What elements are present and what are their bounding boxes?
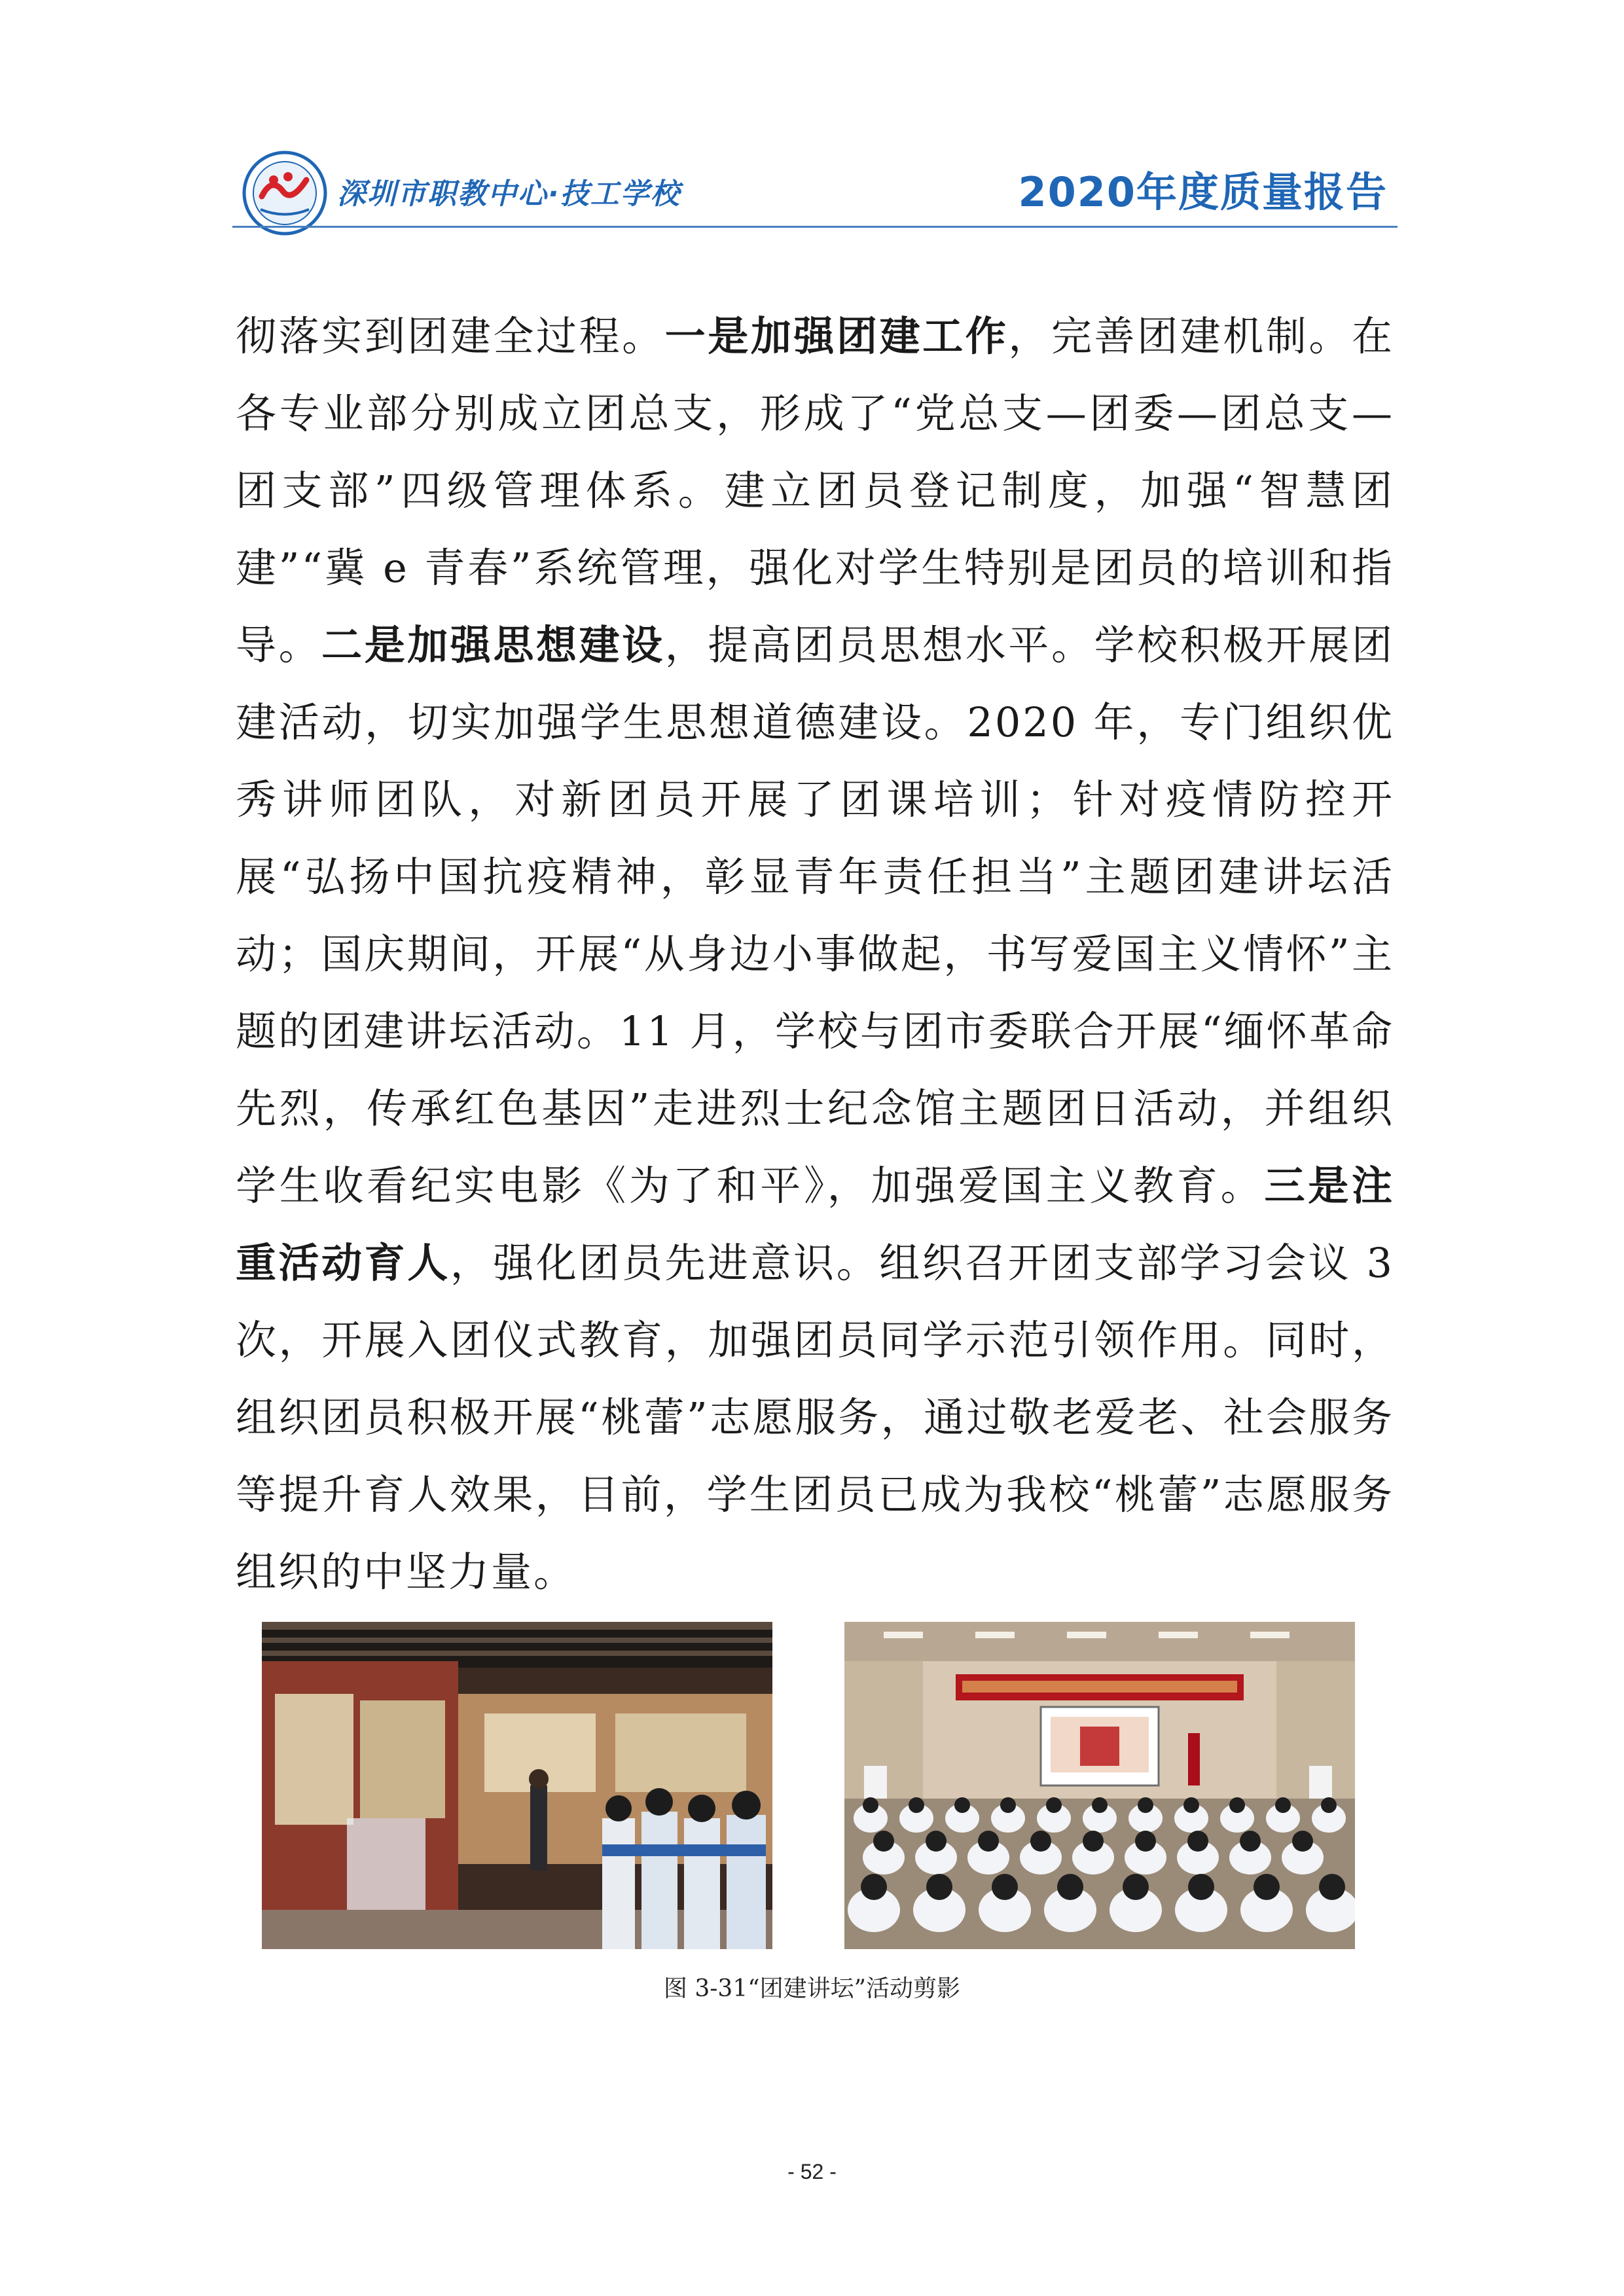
- page-header: [236, 131, 1394, 229]
- body-text-segment: ，强化团员先进意识。组织召开团支部学习会议 3 次，开展入团仪式教育，加强团员同学示范引领作用。同时，组织团员积极开展“桃蕾”志愿服务，通过敬老爱老、社会服务等提升育人效果，目前，学生团员已成为我校“桃蕾”志愿服务组织的中坚力量。: [236, 1239, 1394, 1596]
- page-number: - 52 -: [787, 2160, 837, 2183]
- auditorium-lecture-photo: [844, 1622, 1355, 1949]
- header-divider: [232, 226, 1398, 228]
- bold-heading-2: 二是加强思想建设: [321, 621, 665, 669]
- school-emblem-icon: [242, 151, 327, 236]
- figure-caption: 图 3-31“团建讲坛”活动剪影: [663, 1975, 961, 2002]
- bold-heading-3: 三是注重活动育人: [236, 1162, 1394, 1287]
- memorial-hall-photo: [262, 1622, 772, 1949]
- body-text-segment: ，提高团员思想水平。学校积极开展团建活动，切实加强学生思想道德建设。2020 年，专门组织优秀讲师团队，对新团员开展了团课培训；针对疫情防控开展“弘扬中国抗疫精神，彰显青年责任担当”主题团建讲坛活动；国庆期间，开展“从身边小事做起，书写爱国主义情怀”主题的团建讲坛活动。11 月，学校与团市委联合开展“缅怀革命先烈，传承红色基因”走进烈士纪念馆主题团日活动，并组织学生收看纪实电影《为了和平》，加强爱国主义教育。: [236, 621, 1394, 1210]
- bold-heading-1: 一是加强团建工作: [664, 312, 1009, 360]
- body-paragraph: [236, 298, 1394, 1611]
- body-text-segment: 彻落实到团建全过程。: [236, 312, 665, 360]
- school-name: 深圳市职教中心·技工学校: [337, 177, 681, 211]
- report-title: 2020年度质量报告: [1018, 168, 1388, 216]
- body-text-segment: ，完善团建机制。在各专业部分别成立团总支，形成了“党总支—团委—团总支—团支部”四级管理体系。建立团员登记制度，加强“智慧团建”“冀 e 青春”系统管理，强化对学生特别是团员的培训和指导。: [236, 312, 1394, 669]
